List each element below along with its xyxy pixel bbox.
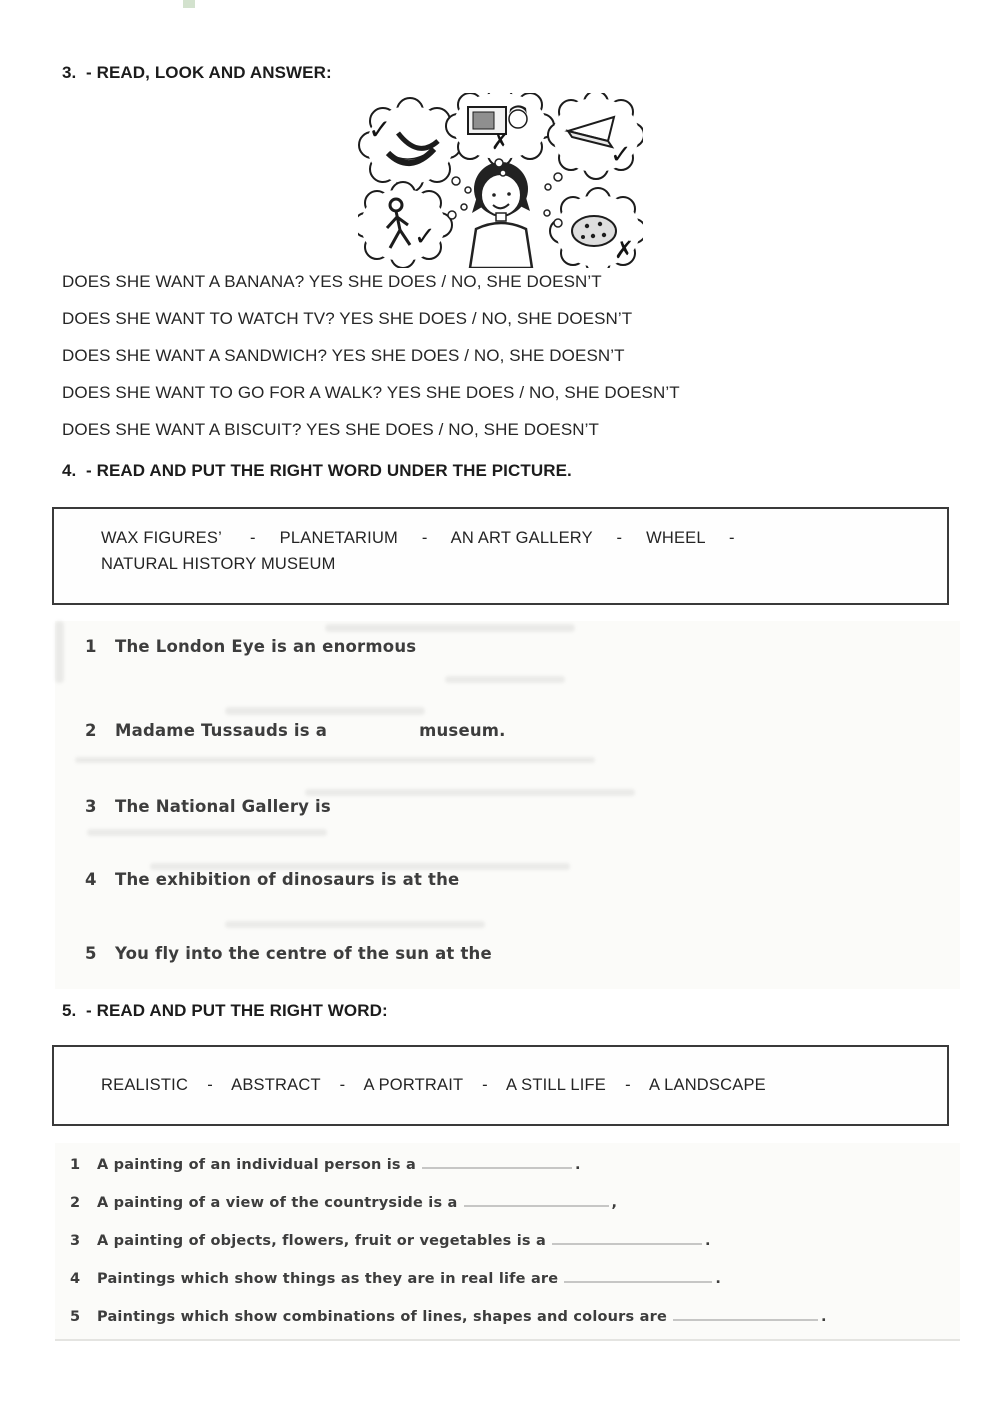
item-punct: . xyxy=(715,1271,722,1287)
question-sandwich: DOES SHE WANT A SANDWICH? YES SHE DOES / NO, SHE DOESN’T xyxy=(62,346,625,365)
item-number: 4 xyxy=(85,870,97,889)
exercise5-item-2 xyxy=(70,1193,617,1211)
item-number: 2 xyxy=(70,1195,81,1211)
item-text: Paintings which show combinations of lines, shapes and colours are xyxy=(97,1309,667,1325)
word-bank-line: NATURAL HISTORY MUSEUM xyxy=(101,555,336,573)
section5-exercise-scan xyxy=(55,1143,960,1339)
cross-icon: ✗ xyxy=(491,130,510,155)
item-number: 5 xyxy=(70,1309,81,1325)
thought-bubbles-illustration xyxy=(358,93,643,268)
exercise5-item-1 xyxy=(70,1155,581,1173)
item-number: 3 xyxy=(85,797,97,816)
item-number: 3 xyxy=(70,1233,81,1249)
scan-smudge xyxy=(225,707,425,715)
exercise4-item-2 xyxy=(85,721,506,740)
scan-edge-line xyxy=(55,1339,960,1341)
item-number: 1 xyxy=(70,1157,81,1173)
section5-word-bank xyxy=(52,1045,949,1126)
scan-smudge xyxy=(87,829,327,836)
word-bank-line: WAX FIGURES’ - PLANETARIUM - AN ART GALLERY - WHEEL - xyxy=(101,529,735,547)
scan-smudge xyxy=(55,621,64,683)
exercise4-item-3 xyxy=(85,797,331,816)
question-biscuit: DOES SHE WANT A BISCUIT? YES SHE DOES / NO, SHE DOESN’T xyxy=(62,420,600,439)
word-bank-line: REALISTIC - ABSTRACT - A PORTRAIT - A STILL LIFE - A LANDSCAPE xyxy=(101,1076,766,1094)
girl-figure xyxy=(470,162,532,268)
section4-exercise-scan xyxy=(55,621,960,989)
question-banana: DOES SHE WANT A BANANA? YES SHE DOES / NO, SHE DOESN’T xyxy=(62,272,602,291)
exercise4-item-4 xyxy=(85,870,459,889)
scan-smudge xyxy=(225,921,485,928)
item-text: Paintings which show things as they are in real life are xyxy=(97,1271,559,1287)
section5-heading: 5. - READ AND PUT THE RIGHT WORD: xyxy=(62,1001,388,1020)
item-punct: . xyxy=(704,1233,711,1249)
question-walk: DOES SHE WANT TO GO FOR A WALK? YES SHE DOES / NO, SHE DOESN’T xyxy=(62,383,680,402)
item-text: The exhibition of dinosaurs is at the xyxy=(115,870,460,889)
exercise5-item-4 xyxy=(70,1269,721,1287)
check-icon: ✓ xyxy=(610,140,632,170)
item-punct: . xyxy=(574,1157,581,1173)
item-punct: , xyxy=(611,1195,618,1211)
banana-bubble xyxy=(359,98,461,192)
item-text: A painting of objects, flowers, fruit or vegetables is a xyxy=(97,1233,546,1249)
sandwich-bubble xyxy=(548,93,643,179)
exercise5-item-5 xyxy=(70,1307,827,1325)
section4-word-bank xyxy=(52,507,949,605)
item-text: Madame Tussauds is a xyxy=(115,721,328,740)
answer-blank[interactable] xyxy=(552,1231,702,1245)
exercise5-item-3 xyxy=(70,1231,711,1249)
answer-blank[interactable] xyxy=(464,1193,609,1207)
scan-smudge xyxy=(150,863,570,870)
item-number: 5 xyxy=(85,944,97,963)
answer-blank[interactable] xyxy=(673,1307,818,1321)
cross-icon: ✗ xyxy=(614,236,635,264)
item-text: You fly into the centre of the sun at the xyxy=(115,944,492,963)
question-watch-tv: DOES SHE WANT TO WATCH TV? YES SHE DOES / NO, SHE DOESN’T xyxy=(62,309,633,328)
check-icon: ✓ xyxy=(414,222,436,252)
scan-smudge xyxy=(325,624,575,632)
exercise4-item-5 xyxy=(85,944,492,963)
item-punct: . xyxy=(820,1309,827,1325)
section4-heading: 4. - READ AND PUT THE RIGHT WORD UNDER THE PICTURE. xyxy=(62,461,572,480)
section3-heading: 3. - READ, LOOK AND ANSWER: xyxy=(62,63,332,82)
scan-smudge xyxy=(305,789,635,796)
exercise4-item-1 xyxy=(85,637,416,656)
item-number: 4 xyxy=(70,1271,81,1287)
item-number: 2 xyxy=(85,721,97,740)
walk-bubble xyxy=(358,182,452,268)
item-text: A painting of an individual person is a xyxy=(97,1157,416,1173)
scan-smudge xyxy=(445,676,565,683)
answer-blank[interactable] xyxy=(422,1155,572,1169)
illustration-svg xyxy=(358,93,643,268)
item-number: 1 xyxy=(85,637,97,656)
biscuit-bubble xyxy=(550,188,643,268)
scan-artifact xyxy=(183,0,195,8)
tv-bubble xyxy=(446,93,554,166)
answer-blank[interactable] xyxy=(564,1269,712,1283)
biscuit-icon xyxy=(572,216,616,246)
check-icon: ✓ xyxy=(368,113,392,146)
scan-smudge xyxy=(75,757,595,763)
item-text: The London Eye is an enormous xyxy=(115,637,417,656)
item-text: The National Gallery is xyxy=(115,797,331,816)
section3-questions xyxy=(62,272,680,457)
item-text: A painting of a view of the countryside is a xyxy=(97,1195,458,1211)
item-text: museum. xyxy=(419,721,506,740)
